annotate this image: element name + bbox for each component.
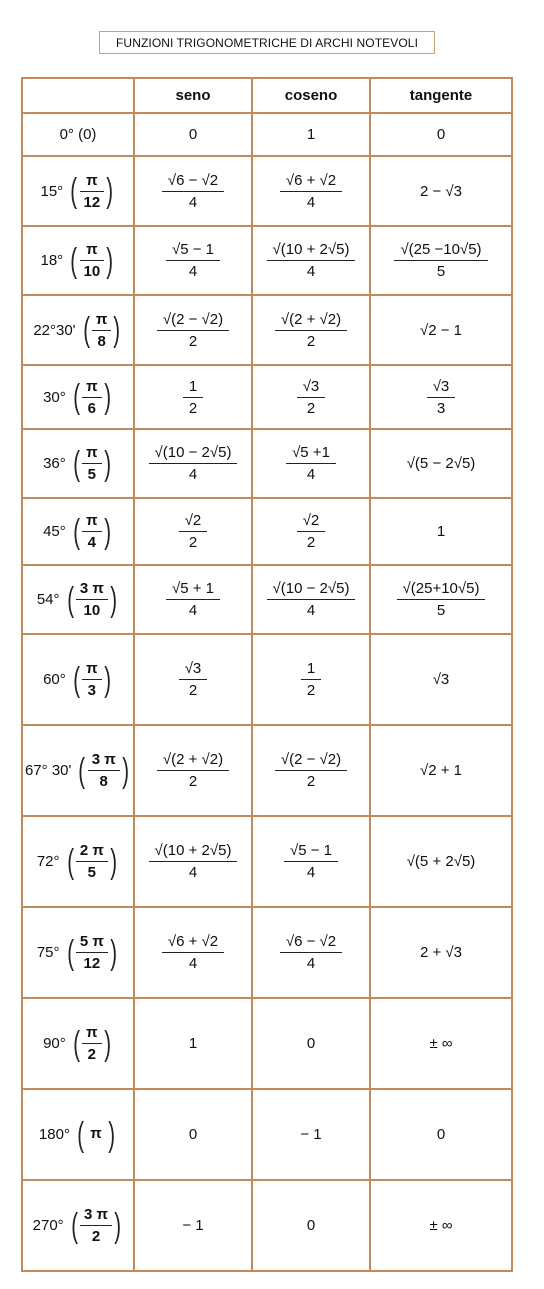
cell-angle: [22, 113, 134, 156]
cos-fraction-numerator: 1: [306, 660, 316, 677]
sin-fraction-numerator: 1: [188, 377, 198, 395]
angle-radians: [65, 842, 120, 881]
radian-fraction-numerator: 3 π: [84, 1206, 109, 1223]
sin-fraction-numerator: √(2 − √2): [162, 310, 224, 328]
table-row: [22, 1089, 512, 1180]
cos-fraction-denominator: 4: [284, 861, 338, 881]
radian-fraction-numerator: π: [86, 241, 98, 258]
angle-degrees: 67° 30': [24, 762, 72, 779]
sin-fraction-numerator: √5 + 1: [171, 580, 214, 597]
sin-fraction: [162, 172, 224, 211]
table-row: [22, 634, 512, 725]
radian-fraction: [76, 933, 108, 972]
angle-degrees: 72°: [36, 853, 60, 870]
cell-cos: [252, 498, 370, 565]
sin-value: − 1: [182, 1217, 204, 1234]
cell-tan: [370, 1089, 512, 1180]
cell-tan: [370, 365, 512, 429]
sin-fraction-denominator: 4: [166, 260, 220, 280]
sin-fraction-denominator: 2: [179, 679, 208, 699]
sin-fraction-denominator: 4: [149, 861, 238, 881]
cell-cos: [252, 907, 370, 998]
header-cos: coseno: [252, 78, 370, 113]
header-sin: seno: [134, 78, 252, 113]
angle-degrees: 45°: [43, 523, 66, 540]
cell-sin: [134, 634, 252, 725]
cell-angle: [22, 725, 134, 816]
table-row: [22, 498, 512, 565]
radian-fraction-numerator: π: [86, 660, 98, 677]
angle-degrees: 180°: [38, 1126, 70, 1143]
cos-fraction-denominator: 2: [275, 330, 347, 350]
angle-degrees: 18°: [40, 252, 64, 269]
right-paren: ): [103, 512, 111, 551]
cell-angle: [22, 816, 134, 907]
angle-radians: [71, 378, 113, 417]
cos-fraction-denominator: 2: [301, 679, 321, 699]
tan-value: ± ∞: [429, 1035, 453, 1052]
cell-cos: [252, 113, 370, 156]
sin-fraction-numerator: √(2 + √2): [162, 751, 224, 768]
cell-tan: [370, 1180, 512, 1271]
tan-value: √(5 − 2√5): [406, 455, 476, 472]
radian-fraction-denominator: 10: [76, 599, 108, 619]
tan-value: 1: [436, 523, 446, 540]
sin-fraction-denominator: 4: [162, 952, 224, 972]
cos-fraction: [286, 444, 336, 483]
angle-radians: [69, 1206, 124, 1245]
radian-fraction-denominator: 8: [92, 330, 111, 350]
cell-cos: [252, 429, 370, 498]
angle-radians: [71, 512, 113, 551]
sin-fraction-numerator: √(10 + 2√5): [154, 842, 232, 859]
cell-sin: [134, 565, 252, 634]
angle-degrees: 15°: [40, 182, 64, 200]
tan-value: 0: [436, 1126, 446, 1143]
cell-tan: [370, 565, 512, 634]
angle-label: [43, 378, 113, 417]
tan-fraction: [394, 241, 487, 280]
cell-angle: [22, 429, 134, 498]
angle-label: [33, 1206, 124, 1245]
table-row: [22, 429, 512, 498]
cos-fraction-denominator: 4: [280, 191, 342, 211]
table-row: [22, 295, 512, 365]
angle-radians: [68, 172, 115, 211]
angle-label: [43, 660, 113, 699]
angle-label: [38, 1115, 117, 1154]
radian-fraction-denominator: 2: [82, 1043, 101, 1063]
right-paren: ): [114, 1206, 122, 1245]
cos-fraction-numerator: √2: [302, 512, 320, 529]
cos-fraction-numerator: √3: [302, 377, 320, 395]
cell-tan: [370, 113, 512, 156]
cell-sin: [134, 365, 252, 429]
radian-fraction-numerator: 3 π: [91, 751, 116, 768]
table-row: [22, 1180, 512, 1271]
table-row: [22, 907, 512, 998]
angle-label: [40, 241, 115, 280]
cell-cos: [252, 816, 370, 907]
cos-fraction: [301, 660, 321, 699]
sin-fraction-denominator: 4: [162, 191, 224, 211]
radian-fraction: [82, 378, 101, 417]
angle-degrees: 30°: [43, 388, 66, 406]
cos-fraction-denominator: 4: [286, 463, 336, 483]
radian-fraction-denominator: 8: [88, 770, 120, 790]
right-paren: ): [106, 172, 114, 210]
radian-fraction-denominator: 12: [76, 952, 108, 972]
right-paren: ): [106, 241, 114, 280]
radian-fraction-denominator: 6: [82, 397, 101, 417]
tan-fraction-denominator: 5: [394, 260, 487, 280]
cos-fraction-numerator: √(2 + √2): [280, 310, 342, 328]
table-row: [22, 725, 512, 816]
tan-value: 2 − √3: [419, 182, 462, 200]
right-paren: ): [110, 580, 117, 619]
cell-sin: [134, 1180, 252, 1271]
cos-fraction: [297, 512, 326, 551]
radian-fraction-denominator: 4: [82, 531, 101, 551]
sin-fraction-numerator: √6 + √2: [167, 933, 219, 950]
cell-sin: [134, 429, 252, 498]
left-paren: (: [82, 311, 90, 349]
tan-fraction: [397, 580, 486, 619]
angle-degrees: 270°: [32, 1217, 64, 1234]
table-row: [22, 998, 512, 1089]
angle-degrees: 36°: [43, 455, 66, 472]
cell-cos: [252, 365, 370, 429]
left-paren: (: [70, 172, 78, 210]
cell-angle: [22, 226, 134, 295]
table-row: [22, 156, 512, 226]
radian-fraction: [86, 1125, 105, 1144]
cos-fraction-numerator: √(10 + 2√5): [272, 241, 350, 258]
cos-fraction: [275, 311, 347, 350]
sin-fraction-denominator: 2: [157, 330, 229, 350]
radian-fraction-numerator: π: [86, 171, 98, 189]
angle-label: [43, 1024, 113, 1063]
cos-fraction-numerator: √(10 − 2√5): [272, 580, 350, 597]
tan-fraction-denominator: 3: [427, 397, 456, 417]
cos-fraction-denominator: 2: [275, 770, 347, 790]
tan-fraction: [427, 378, 456, 417]
cos-value: 0: [306, 1217, 316, 1234]
sin-fraction-numerator: √5 − 1: [171, 241, 214, 258]
radian-fraction-denominator: 2: [80, 1225, 112, 1245]
radian-fraction: [82, 444, 101, 483]
cos-fraction-denominator: 4: [280, 952, 342, 972]
angle-radians: [75, 1115, 117, 1154]
cos-value: 0: [306, 1035, 316, 1052]
sin-fraction-numerator: √(10 − 2√5): [154, 444, 232, 461]
radian-fraction: [82, 660, 101, 699]
cell-sin: [134, 113, 252, 156]
table-row: [22, 365, 512, 429]
sin-fraction: [166, 241, 220, 280]
right-paren: ): [108, 1115, 115, 1154]
radian-fraction-denominator: 5: [76, 861, 108, 881]
trig-table: [21, 77, 513, 1272]
left-paren: (: [73, 512, 80, 551]
cos-value: − 1: [300, 1126, 322, 1143]
table-row: [22, 113, 512, 156]
radian-fraction: [76, 580, 108, 619]
radian-fraction-numerator: π: [95, 310, 108, 328]
radian-fraction-denominator: 3: [82, 679, 101, 699]
radian-fraction-numerator: π: [86, 512, 98, 529]
cos-fraction: [297, 378, 326, 417]
left-paren: (: [77, 1115, 84, 1154]
tan-value: √3: [432, 671, 450, 688]
cell-sin: [134, 498, 252, 565]
sin-value: 0: [188, 1126, 198, 1143]
cell-angle: [22, 365, 134, 429]
tan-fraction-numerator: √(25+10√5): [402, 580, 480, 597]
sin-fraction-numerator: √2: [184, 512, 202, 529]
angle-radians: [71, 1024, 113, 1063]
sin-value: 0: [188, 126, 198, 143]
radian-fraction: [92, 311, 111, 350]
header-row: [22, 78, 512, 113]
tan-value: 2 + √3: [419, 944, 462, 961]
angle-degrees: 54°: [36, 591, 60, 608]
angle-label: [33, 311, 122, 350]
angle-degrees: 0° (0): [59, 126, 97, 143]
sin-fraction-denominator: 2: [157, 770, 229, 790]
radian-fraction: [82, 1024, 101, 1063]
right-paren: ): [103, 660, 111, 699]
cell-cos: [252, 156, 370, 226]
angle-radians: [65, 580, 120, 619]
radian-fraction: [80, 172, 105, 211]
left-paren: (: [66, 933, 74, 972]
sin-fraction: [149, 444, 238, 483]
radian-fraction-numerator: π: [86, 444, 98, 461]
cell-cos: [252, 725, 370, 816]
right-paren: ): [110, 842, 117, 881]
sin-fraction: [179, 660, 208, 699]
angle-degrees: 75°: [36, 944, 60, 961]
page-title: FUNZIONI TRIGONOMETRICHE DI ARCHI NOTEVOLI: [99, 31, 435, 54]
right-paren: ): [103, 378, 111, 416]
radian-fraction: [80, 1206, 112, 1245]
tan-fraction-denominator: 5: [397, 599, 486, 619]
sin-value: 1: [188, 1035, 198, 1052]
left-paren: (: [66, 580, 74, 619]
tan-value: ± ∞: [429, 1217, 453, 1234]
tan-fraction-numerator: √(25 −10√5): [400, 241, 482, 258]
table-row: [22, 816, 512, 907]
cos-fraction: [267, 580, 356, 619]
cell-tan: [370, 156, 512, 226]
angle-label: [43, 512, 113, 551]
cell-angle: [22, 156, 134, 226]
cell-angle: [22, 1180, 134, 1271]
right-paren: ): [113, 311, 121, 349]
header-tan: tangente: [370, 78, 512, 113]
cell-sin: [134, 816, 252, 907]
cos-fraction-denominator: 2: [297, 397, 326, 417]
cos-fraction: [280, 172, 342, 211]
cell-sin: [134, 998, 252, 1089]
cos-fraction: [267, 241, 356, 280]
radian-fraction: [80, 241, 105, 280]
cos-fraction-numerator: √(2 − √2): [280, 751, 342, 768]
angle-radians: [65, 933, 120, 972]
left-paren: (: [78, 751, 86, 790]
cell-angle: [22, 498, 134, 565]
left-paren: (: [73, 660, 80, 699]
cell-tan: [370, 498, 512, 565]
right-paren: ): [103, 444, 111, 483]
sin-fraction-denominator: 2: [183, 397, 203, 417]
cell-cos: [252, 226, 370, 295]
cos-fraction-numerator: √5 +1: [292, 444, 330, 461]
cos-fraction-numerator: √5 − 1: [289, 842, 332, 859]
sin-fraction-denominator: 4: [149, 463, 238, 483]
left-paren: (: [66, 842, 74, 881]
sin-fraction-numerator: √6 − √2: [167, 171, 219, 189]
angle-radians: [71, 660, 113, 699]
cos-fraction-denominator: 4: [267, 599, 356, 619]
left-paren: (: [73, 444, 80, 483]
radian-fraction-numerator: 5 π: [79, 933, 104, 950]
tan-fraction-numerator: √3: [432, 377, 450, 395]
radian-fraction-numerator: 3 π: [79, 580, 104, 597]
cell-tan: [370, 226, 512, 295]
angle-degrees: 60°: [43, 671, 66, 688]
cell-sin: [134, 295, 252, 365]
angle-label: [25, 751, 131, 790]
left-paren: (: [70, 1206, 78, 1245]
left-paren: (: [70, 241, 78, 280]
table-row: [22, 565, 512, 634]
radian-fraction-numerator: 2 π: [79, 842, 104, 859]
angle-radians: [71, 444, 113, 483]
angle-radians: [76, 751, 131, 790]
sin-fraction-denominator: 4: [166, 599, 220, 619]
tan-value: √2 + 1: [419, 762, 462, 779]
angle-label: [40, 172, 115, 211]
cell-sin: [134, 907, 252, 998]
sin-fraction: [179, 512, 208, 551]
tan-value: √2 − 1: [419, 321, 462, 339]
angle-label: [43, 444, 113, 483]
cell-angle: [22, 998, 134, 1089]
cell-cos: [252, 295, 370, 365]
cell-angle: [22, 565, 134, 634]
angle-degrees: 90°: [43, 1035, 66, 1052]
radian-fraction: [76, 842, 108, 881]
sin-fraction: [157, 751, 229, 790]
angle-degrees: 22°30': [33, 321, 76, 339]
cell-tan: [370, 998, 512, 1089]
cell-angle: [22, 907, 134, 998]
cell-sin: [134, 156, 252, 226]
sin-fraction: [157, 311, 229, 350]
cell-sin: [134, 226, 252, 295]
sin-fraction-numerator: √3: [184, 660, 202, 677]
radian-fraction-numerator: π: [86, 377, 98, 395]
angle-label: [37, 842, 119, 881]
cell-tan: [370, 816, 512, 907]
sin-fraction-denominator: 2: [179, 531, 208, 551]
left-paren: (: [73, 378, 80, 416]
right-paren: ): [121, 751, 129, 790]
cell-tan: [370, 907, 512, 998]
cell-tan: [370, 634, 512, 725]
cos-fraction-denominator: 4: [267, 260, 356, 280]
right-paren: ): [103, 1024, 111, 1063]
cos-fraction-numerator: √6 − √2: [285, 933, 337, 950]
cell-sin: [134, 725, 252, 816]
cell-cos: [252, 634, 370, 725]
radian-fraction: [88, 751, 120, 790]
cell-cos: [252, 998, 370, 1089]
right-paren: ): [110, 933, 117, 972]
radian-fraction-denominator: 12: [80, 191, 105, 211]
table-row: [22, 226, 512, 295]
cell-angle: [22, 295, 134, 365]
tan-value: 0: [436, 126, 446, 143]
radian-fraction-numerator: π: [90, 1125, 102, 1142]
radian-fraction-numerator: π: [86, 1024, 98, 1041]
cell-cos: [252, 1180, 370, 1271]
sin-fraction: [166, 580, 220, 619]
cos-fraction: [280, 933, 342, 972]
cell-tan: [370, 725, 512, 816]
angle-radians: [81, 311, 123, 350]
cos-fraction-numerator: √6 + √2: [285, 171, 337, 189]
sin-fraction: [149, 842, 238, 881]
cell-cos: [252, 1089, 370, 1180]
cell-tan: [370, 295, 512, 365]
angle-label: [37, 933, 119, 972]
cell-tan: [370, 429, 512, 498]
left-paren: (: [73, 1024, 80, 1063]
tan-value: √(5 + 2√5): [406, 853, 476, 870]
angle-label: [37, 580, 119, 619]
cos-fraction: [284, 842, 338, 881]
cos-fraction-denominator: 2: [297, 531, 326, 551]
header-angle: [22, 78, 134, 113]
angle-label: [60, 126, 97, 143]
cell-angle: [22, 634, 134, 725]
sin-fraction: [183, 378, 203, 417]
cell-cos: [252, 565, 370, 634]
cos-fraction: [275, 751, 347, 790]
radian-fraction-denominator: 10: [80, 260, 105, 280]
cell-sin: [134, 1089, 252, 1180]
sin-fraction: [162, 933, 224, 972]
radian-fraction-denominator: 5: [82, 463, 101, 483]
cell-angle: [22, 1089, 134, 1180]
cos-value: 1: [306, 126, 316, 143]
angle-radians: [68, 241, 115, 280]
radian-fraction: [82, 512, 101, 551]
